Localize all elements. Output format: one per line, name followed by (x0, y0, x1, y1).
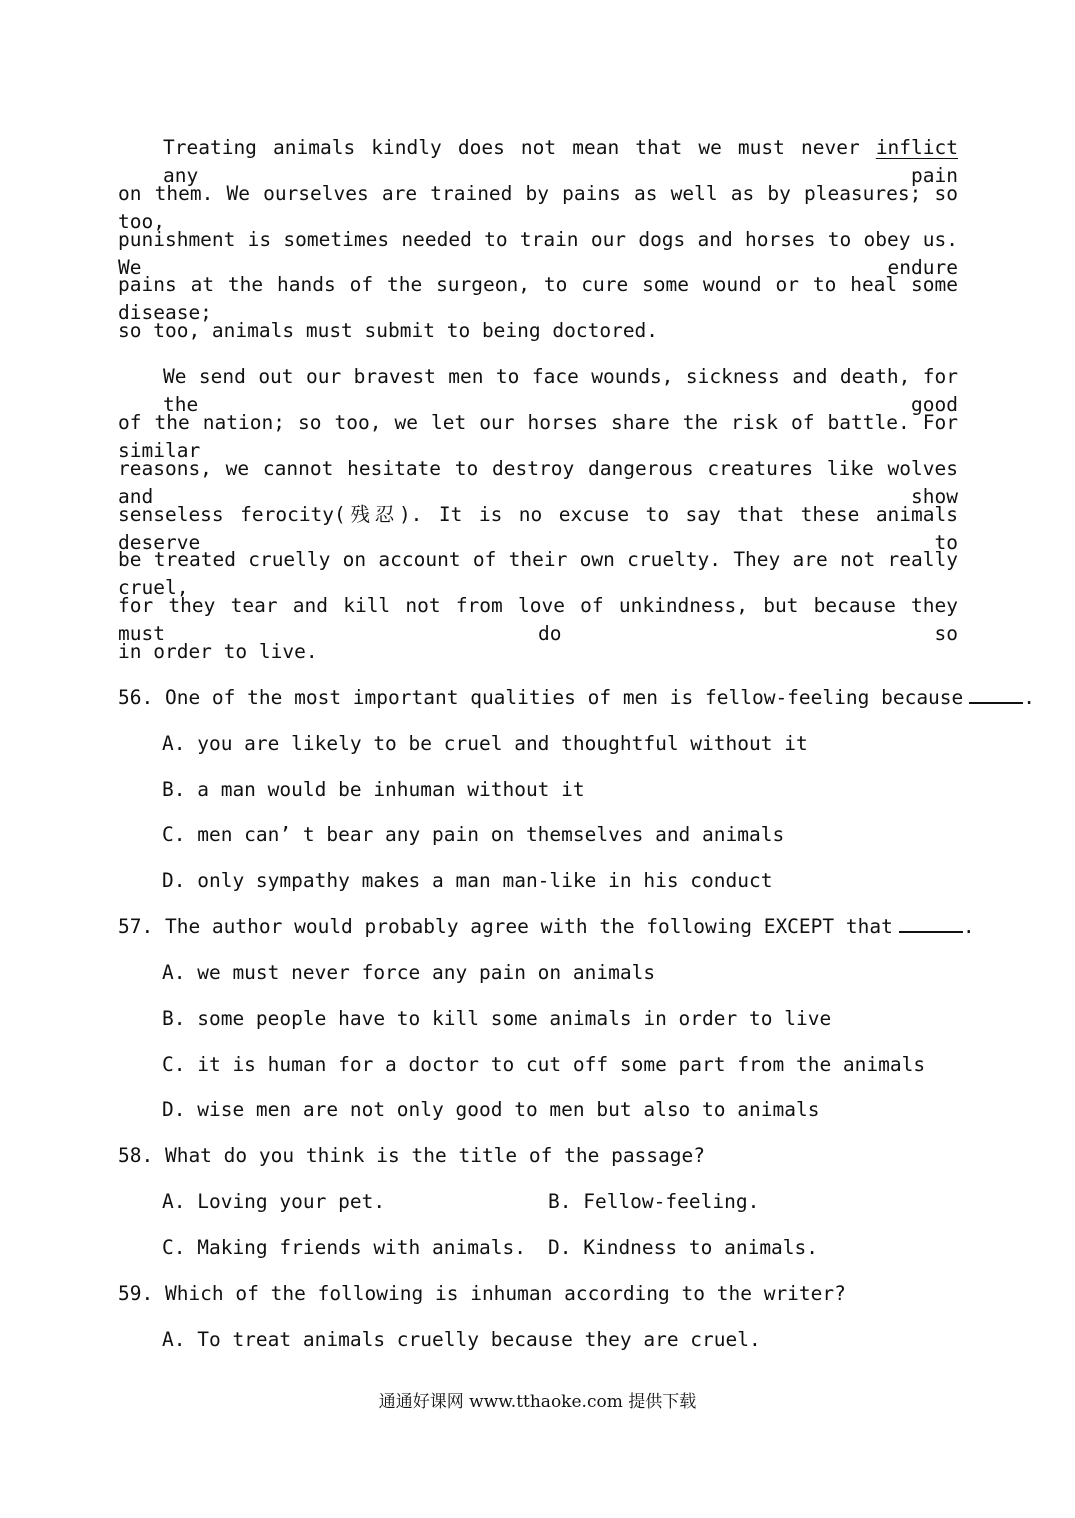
passage-text: Treating animals kindly does not mean that we must never (163, 136, 860, 159)
passage-line: reasons, we cannot hesitate to destroy dangerous creatures like wolves and show (118, 457, 958, 508)
question-stem (118, 913, 975, 941)
option-d: D. wise men are not only good to men but also to animals (162, 1098, 820, 1121)
option-d: D. only sympathy makes a man man-like in his conduct (162, 869, 773, 892)
option-c: C. Making friends with animals. (162, 1236, 526, 1259)
question-end: . (962, 915, 975, 938)
passage-line: punishment is sometimes needed to train our dogs and horses to obey us. We endure (118, 228, 958, 279)
option-b: B. some people have to kill some animals in order to live (162, 1007, 832, 1030)
option-c: C. it is human for a doctor to cut off some part from the animals (162, 1053, 926, 1076)
passage-line: so too, animals must submit to being doctored. (118, 319, 659, 342)
question-text: 57. The author would probably agree with the following EXCEPT that (118, 915, 893, 938)
answer-blank (969, 686, 1023, 704)
passage-line: We send out our bravest men to face wounds, sickness and death, for the good (163, 365, 958, 416)
passage-line: be treated cruelly on account of their own cruelty. They are not really cruel, (118, 548, 958, 599)
passage-line: for they tear and kill not from love of unkindness, but because they must do so (118, 594, 958, 645)
underlined-word: inflict (875, 136, 958, 159)
page-footer: 通通好课网 www.tthaoke.com 提供下载 (378, 1392, 697, 1412)
passage-line: senseless ferocity(残忍). It is no excuse to say that these animals deserve to (118, 503, 958, 554)
option-a: A. Loving your pet. (162, 1190, 386, 1213)
option-c: C. men can’ t bear any pain on themselves and animals (162, 823, 785, 846)
question-text: 56. One of the most important qualities of men is fellow-feeling because (118, 686, 964, 709)
option-a: A. you are likely to be cruel and thoughtful without it (162, 732, 808, 755)
question-stem: 58. What do you think is the title of the passage? (118, 1144, 705, 1167)
question-stem: 59. Which of the following is inhuman according to the writer? (118, 1282, 846, 1305)
passage-line: in order to live. (118, 640, 318, 663)
question-end: . (1023, 686, 1036, 709)
passage-line: pains at the hands of the surgeon, to cure some wound or to heal some disease; (118, 273, 958, 324)
passage-text: any pain (163, 164, 958, 187)
option-a: A. To treat animals cruelly because they are cruel. (162, 1328, 761, 1351)
passage-line: on them. We ourselves are trained by pains as well as by pleasures; so too, (118, 182, 958, 233)
option-a: A. we must never force any pain on animals (162, 961, 656, 984)
option-d: D. Kindness to animals. (548, 1236, 819, 1259)
passage-line: of the nation; so too, we let our horses share the risk of battle. For similar (118, 411, 958, 462)
question-stem (118, 684, 1036, 712)
answer-blank (899, 915, 963, 933)
option-b: B. Fellow-feeling. (548, 1190, 760, 1213)
option-b: B. a man would be inhuman without it (162, 778, 585, 801)
